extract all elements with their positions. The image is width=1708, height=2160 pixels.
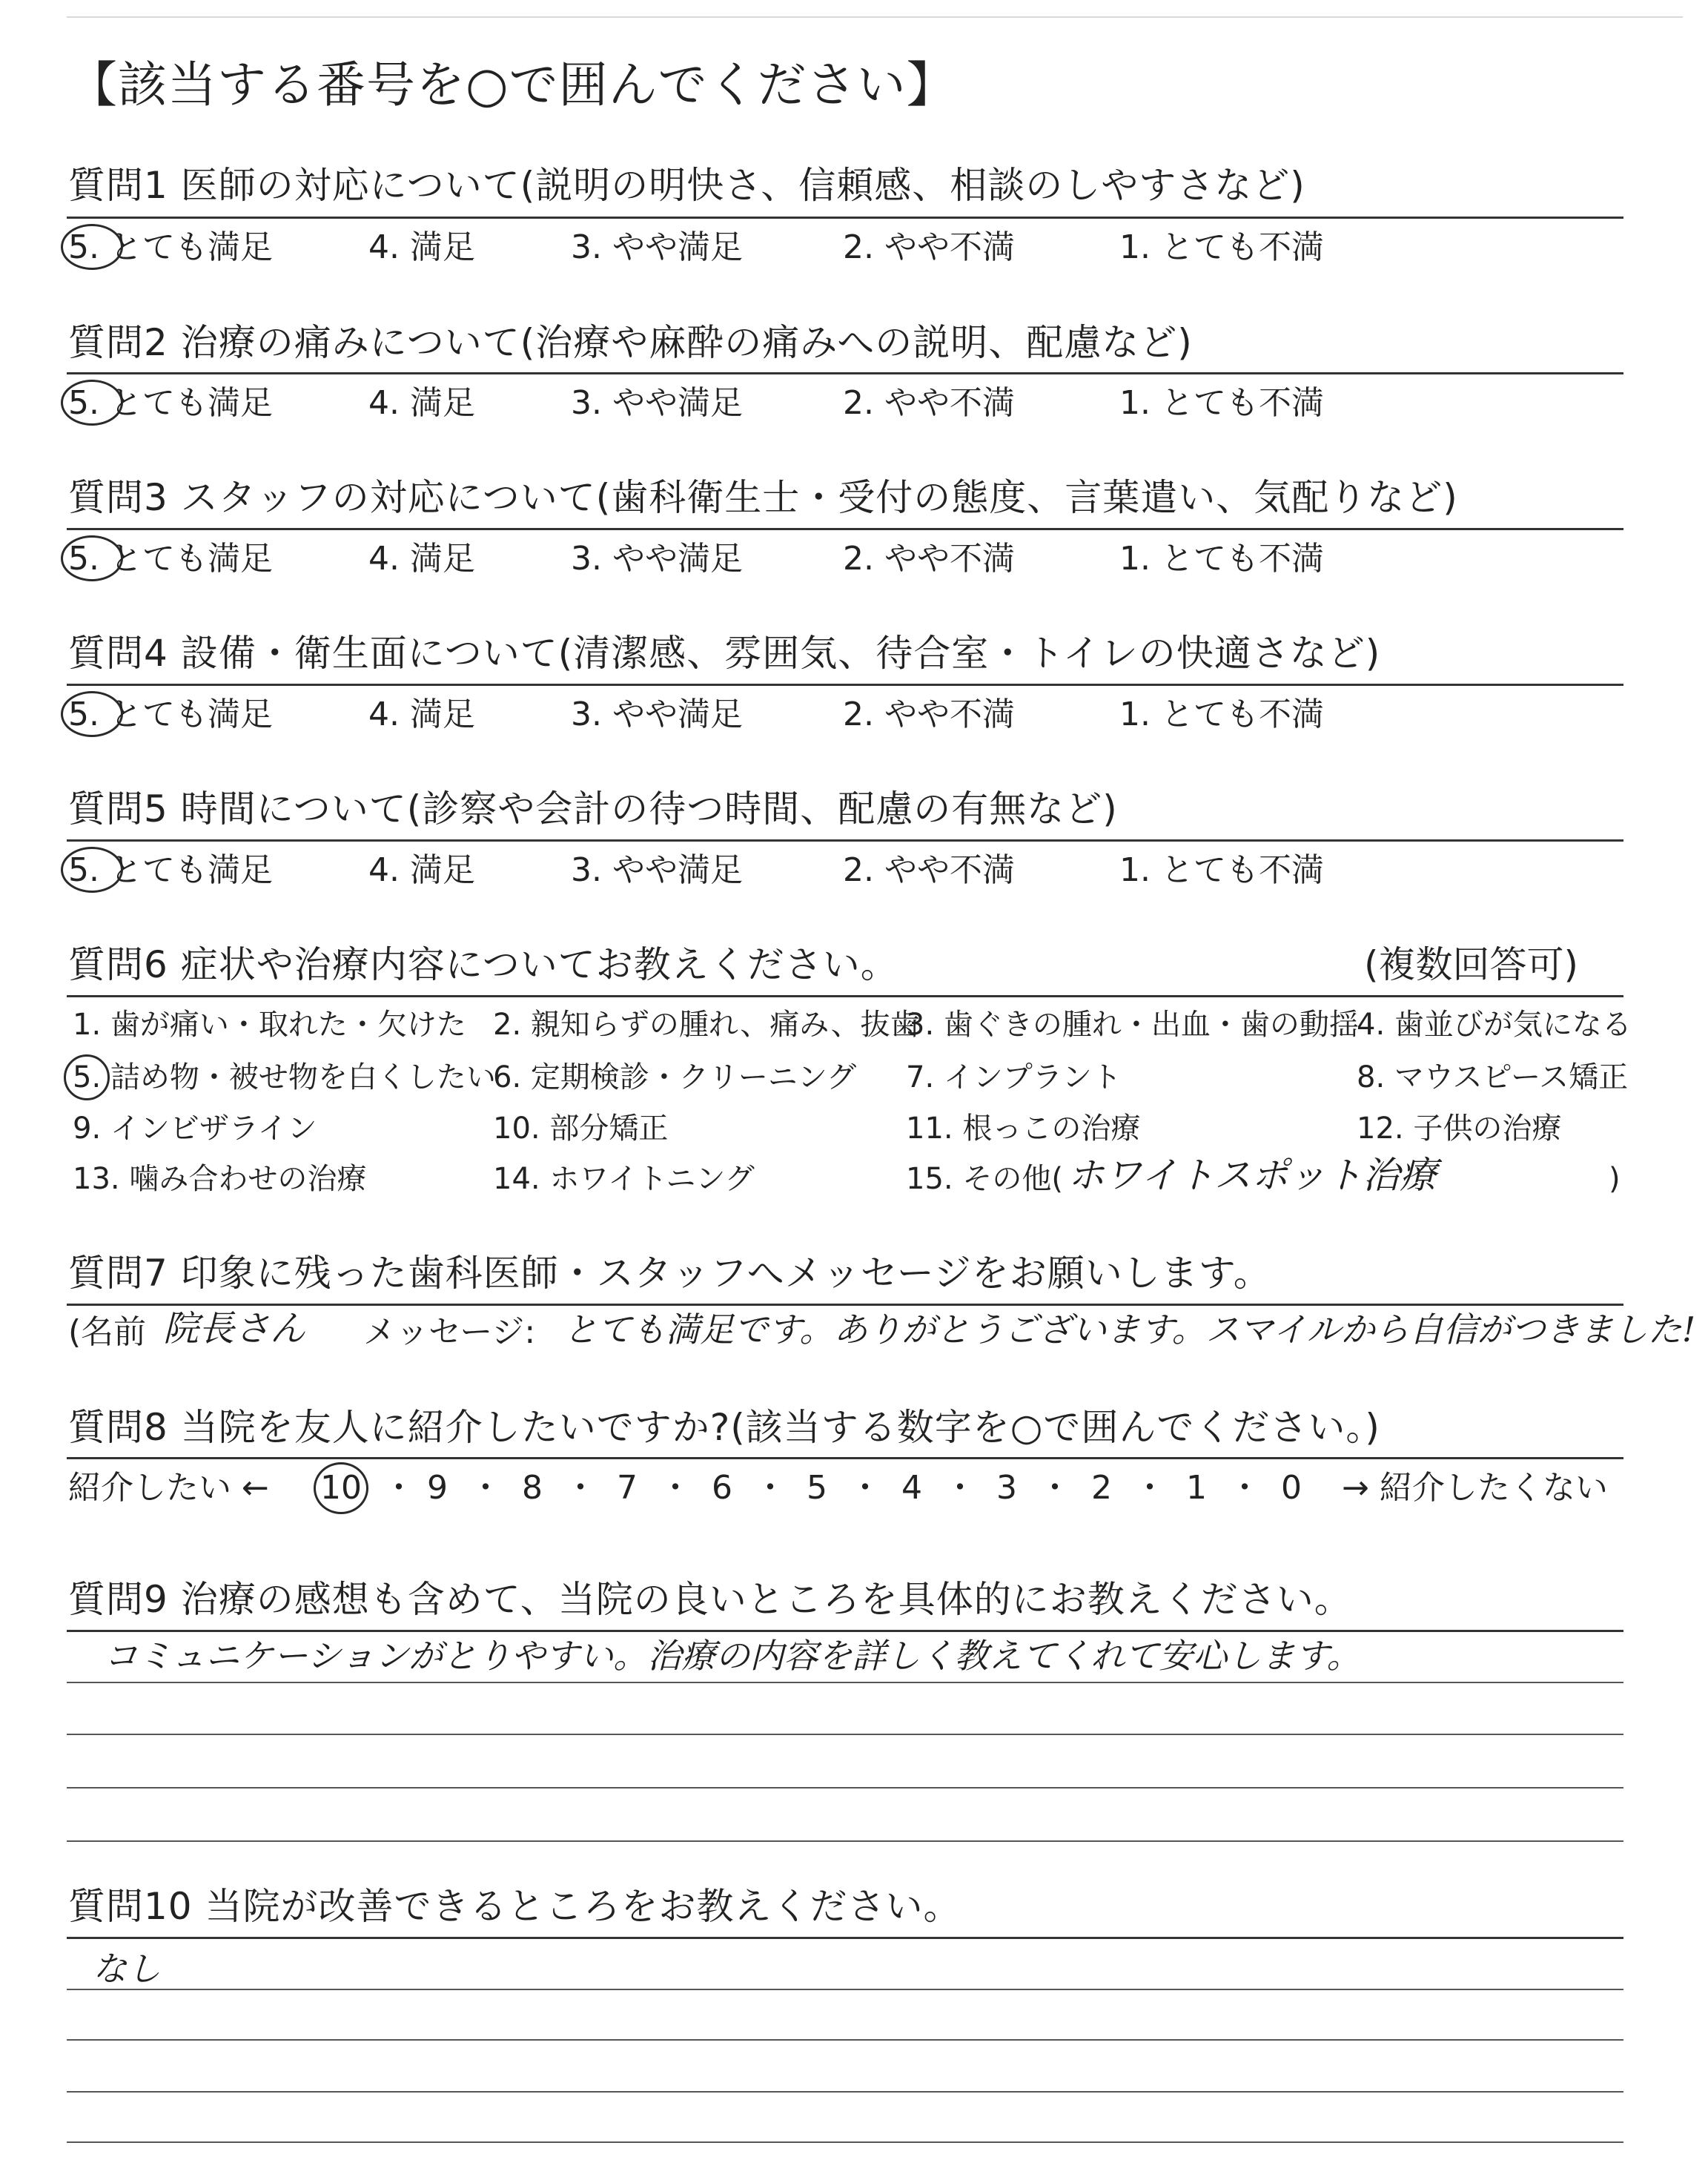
symptom-option-7[interactable]: 7. インプラント <box>906 1060 1122 1094</box>
recommend-left-label: 紹介したい ← <box>68 1469 269 1507</box>
question-2-rule <box>67 372 1623 374</box>
question-5-option-3[interactable]: 3. やや満足 <box>571 851 743 889</box>
question-2-option-4[interactable]: 4. 満足 <box>368 384 475 422</box>
recommend-right-label: → 紹介したくない <box>1342 1469 1608 1507</box>
question-4-option-5[interactable]: 5. とても満足 <box>68 696 273 733</box>
scale-separator: ・ <box>754 1469 787 1507</box>
answer-line <box>67 1682 1623 1683</box>
scale-separator: ・ <box>469 1469 502 1507</box>
question-1-rule <box>67 217 1623 219</box>
question-10-title: 質問10 当院が改善できるところをお教えください。 <box>68 1885 961 1928</box>
question-4-option-2[interactable]: 2. やや不満 <box>843 696 1015 733</box>
symptom-option-12[interactable]: 12. 子供の治療 <box>1357 1112 1562 1146</box>
symptom-option-2[interactable]: 2. 親知らずの腫れ、痛み、抜歯 <box>493 1008 920 1042</box>
question-4-rule <box>67 684 1623 686</box>
recommend-scale-0[interactable]: 0 <box>1281 1469 1302 1507</box>
question-4-option-4[interactable]: 4. 満足 <box>368 696 475 733</box>
recommend-scale-7[interactable]: 7 <box>617 1469 638 1507</box>
answer-line <box>67 2141 1623 2143</box>
question-4-option-3[interactable]: 3. やや満足 <box>571 696 743 733</box>
question-2-option-5[interactable]: 5. とても満足 <box>68 384 273 422</box>
symptom-option-3[interactable]: 3. 歯ぐきの腫れ・出血・歯の動揺 <box>906 1008 1359 1042</box>
question-8-title: 質問8 当院を友人に紹介したいですか?(該当する数字を○で囲んでください。) <box>68 1406 1380 1449</box>
question-5-rule <box>67 839 1623 842</box>
question-10-rule <box>67 1937 1623 1939</box>
top-border <box>67 16 1683 18</box>
symptom-option-14[interactable]: 14. ホワイトニング <box>493 1162 755 1196</box>
message-label: メッセージ: <box>363 1313 536 1351</box>
good-points-answer: コミュニケーションがとりやすい。治療の内容を詳しく教えてくれて安心します。 <box>104 1636 1361 1676</box>
question-1-option-4[interactable]: 4. 満足 <box>368 228 475 266</box>
question-5-option-4[interactable]: 4. 満足 <box>368 851 475 889</box>
question-6-title: 質問6 症状や治療内容についてお教えください。 <box>68 943 898 986</box>
symptom-option-15[interactable]: 15. その他( <box>906 1162 1063 1196</box>
answer-line <box>67 2091 1623 2093</box>
question-9-title: 質問9 治療の感想も含めて、当院の良いところを具体的にお教えください。 <box>68 1578 1352 1621</box>
recommend-scale-8[interactable]: 8 <box>522 1469 543 1507</box>
recommend-scale-2[interactable]: 2 <box>1091 1469 1112 1507</box>
question-2-option-2[interactable]: 2. やや不満 <box>843 384 1015 422</box>
scale-separator: ・ <box>1039 1469 1071 1507</box>
symptom-option-1[interactable]: 1. 歯が痛い・取れた・欠けた <box>73 1008 466 1042</box>
recommend-scale-4[interactable]: 4 <box>901 1469 922 1507</box>
question-9-rule <box>67 1630 1623 1632</box>
answer-line <box>67 1989 1623 1990</box>
recommend-scale-1[interactable]: 1 <box>1186 1469 1207 1507</box>
scale-separator: ・ <box>849 1469 881 1507</box>
scale-separator: ・ <box>944 1469 976 1507</box>
other-symptom-answer: ホワイトスポット治療 <box>1068 1154 1437 1197</box>
question-8-rule <box>67 1457 1623 1459</box>
scale-separator: ・ <box>659 1469 692 1507</box>
recommend-scale-3[interactable]: 3 <box>996 1469 1017 1507</box>
question-6-rule <box>67 995 1623 997</box>
scale-separator: ・ <box>383 1469 415 1507</box>
recommend-scale-5[interactable]: 5 <box>807 1469 827 1507</box>
question-5-option-5[interactable]: 5. とても満足 <box>68 851 273 889</box>
name-answer: 院長さん <box>163 1308 306 1350</box>
question-3-option-4[interactable]: 4. 満足 <box>368 540 475 578</box>
question-5-option-2[interactable]: 2. やや不満 <box>843 851 1015 889</box>
symptom-option-4[interactable]: 4. 歯並びが気になる <box>1357 1008 1632 1042</box>
symptom-option-10[interactable]: 10. 部分矯正 <box>493 1112 669 1146</box>
scale-separator: ・ <box>1228 1469 1261 1507</box>
question-1-option-1[interactable]: 1. とても不満 <box>1119 228 1324 266</box>
symptom-option-9[interactable]: 9. インビザライン <box>73 1112 317 1146</box>
question-2-option-1[interactable]: 1. とても不満 <box>1119 384 1324 422</box>
symptom-option-6[interactable]: 6. 定期検診・クリーニング <box>493 1060 857 1094</box>
recommend-scale-10[interactable]: 10 <box>320 1469 362 1507</box>
question-3-option-1[interactable]: 1. とても不満 <box>1119 540 1324 578</box>
question-4-option-1[interactable]: 1. とても不満 <box>1119 696 1324 733</box>
question-5-title: 質問5 時間について(診察や会計の待つ時間、配慮の有無など) <box>68 787 1118 830</box>
multiple-answers-note: (複数回答可) <box>1364 943 1579 986</box>
question-3-option-5[interactable]: 5. とても満足 <box>68 540 273 578</box>
answer-line <box>67 1734 1623 1735</box>
other-close-paren: ) <box>1609 1162 1621 1196</box>
question-5-option-1[interactable]: 1. とても不満 <box>1119 851 1324 889</box>
symptom-option-11[interactable]: 11. 根っこの治療 <box>906 1112 1141 1146</box>
improvement-answer: なし <box>93 1949 161 1989</box>
question-1-option-5[interactable]: 5. とても満足 <box>68 228 273 266</box>
recommend-scale-6[interactable]: 6 <box>712 1469 732 1507</box>
answer-line <box>67 1787 1623 1789</box>
question-7-title: 質問7 印象に残った歯科医師・スタッフへメッセージをお願いします。 <box>68 1252 1271 1295</box>
question-2-title: 質問2 治療の痛みについて(治療や麻酔の痛みへの説明、配慮など) <box>68 321 1193 364</box>
name-label: (名前 <box>68 1313 147 1351</box>
recommend-scale-9[interactable]: 9 <box>427 1469 448 1507</box>
question-7-rule <box>67 1304 1623 1306</box>
scale-separator: ・ <box>564 1469 597 1507</box>
symptom-option-8[interactable]: 8. マウスピース矯正 <box>1357 1060 1629 1094</box>
answer-line <box>67 1840 1623 1842</box>
symptom-option-13[interactable]: 13. 噛み合わせの治療 <box>73 1162 367 1196</box>
question-3-rule <box>67 528 1623 530</box>
symptom-option-5[interactable]: 5. 詰め物・被せ物を白くしたい <box>73 1060 496 1094</box>
message-answer: とても満足です。ありがとうございます。スマイルから自信がつきました! <box>563 1309 1696 1350</box>
question-4-title: 質問4 設備・衛生面について(清潔感、雰囲気、待合室・トイレの快適さなど) <box>68 632 1381 675</box>
question-3-title: 質問3 スタッフの対応について(歯科衛生士・受付の態度、言葉遣い、気配りなど) <box>68 476 1458 519</box>
answer-line <box>67 2039 1623 2041</box>
scale-separator: ・ <box>1133 1469 1166 1507</box>
question-1-option-2[interactable]: 2. やや不満 <box>843 228 1015 266</box>
page-heading: 【該当する番号を○で囲んでください】 <box>68 56 956 113</box>
question-1-title: 質問1 医師の対応について(説明の明快さ、信頼感、相談のしやすさなど) <box>68 164 1305 207</box>
question-1-option-3[interactable]: 3. やや満足 <box>571 228 743 266</box>
question-3-option-2[interactable]: 2. やや不満 <box>843 540 1015 578</box>
question-3-option-3[interactable]: 3. やや満足 <box>571 540 743 578</box>
question-2-option-3[interactable]: 3. やや満足 <box>571 384 743 422</box>
